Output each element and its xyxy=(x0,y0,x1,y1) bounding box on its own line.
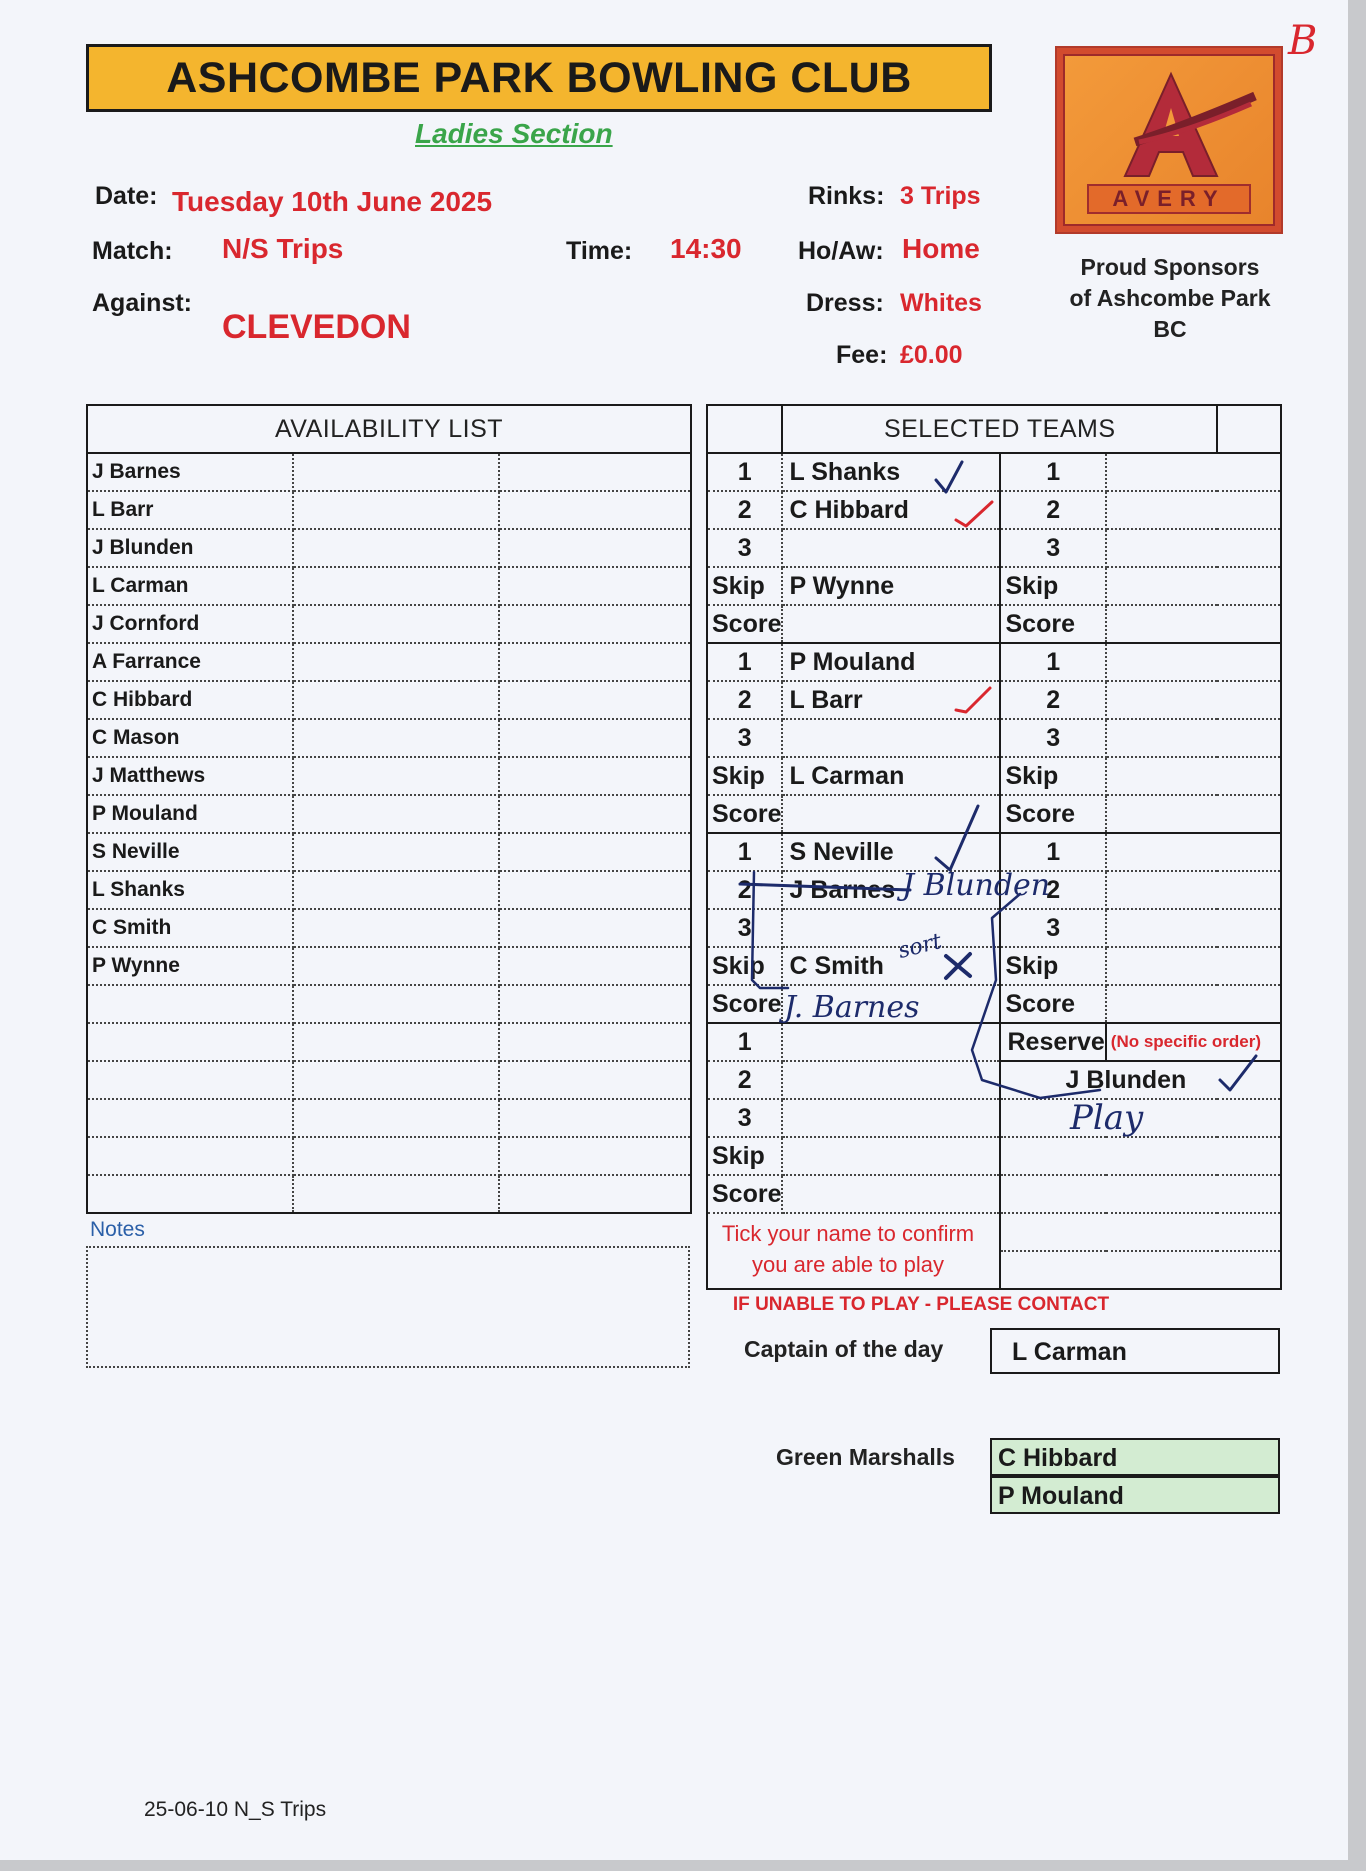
team-player-name: L Carman xyxy=(782,757,1000,795)
availability-cell xyxy=(293,719,499,757)
fee-value: £0.00 xyxy=(900,341,963,369)
team-position-label: 1 xyxy=(707,833,782,871)
team-position-label: Score xyxy=(707,795,782,833)
availability-row xyxy=(87,567,691,605)
hoaw-value: Home xyxy=(902,233,980,264)
opponent-position-label: 3 xyxy=(1000,529,1105,567)
green-marshall-2: P Mouland xyxy=(990,1476,1280,1514)
handwriting-blunden: J Blunden xyxy=(902,868,1051,903)
team-position-label: Skip xyxy=(707,567,782,605)
sponsor-logo-text: AVERY xyxy=(1087,184,1251,214)
availability-cell xyxy=(499,1061,691,1099)
tick-barr xyxy=(956,688,990,712)
availability-row xyxy=(87,947,691,985)
opponent-position-label: 2 xyxy=(1000,871,1105,909)
availability-cell xyxy=(499,985,691,1023)
availability-name: J Matthews xyxy=(87,757,293,795)
availability-title: AVAILABILITY LIST xyxy=(87,405,691,453)
tick-message-line-2: you are able to play xyxy=(751,1252,945,1277)
availability-cell xyxy=(293,643,499,681)
availability-cell xyxy=(499,1137,691,1175)
team-position-label: Score xyxy=(707,605,782,643)
availability-cell xyxy=(293,909,499,947)
opponent-position-label: 3 xyxy=(1000,909,1105,947)
team-player-name: L Barr xyxy=(782,681,1000,719)
availability-name xyxy=(87,1061,293,1099)
team-player-name xyxy=(782,1175,1000,1213)
team-position-label: 1 xyxy=(707,453,782,491)
availability-cell xyxy=(293,1175,499,1213)
opponent-position-label: 1 xyxy=(1000,453,1105,491)
availability-cell xyxy=(499,719,691,757)
availability-name: C Smith xyxy=(87,909,293,947)
availability-cell xyxy=(293,795,499,833)
availability-cell xyxy=(499,909,691,947)
reserve-label: Reserve xyxy=(1000,1023,1105,1061)
team-position-label: Skip xyxy=(707,947,782,985)
green-marshall-1: C Hibbard xyxy=(990,1438,1280,1476)
opponent-position-label: 3 xyxy=(1000,719,1105,757)
reserve-order-note: (No specific order) xyxy=(1106,1023,1281,1061)
availability-cell xyxy=(293,681,499,719)
captain-value: L Carman xyxy=(990,1328,1280,1374)
handwriting-sort: sort xyxy=(895,929,945,964)
availability-name: C Hibbard xyxy=(87,681,293,719)
availability-row xyxy=(87,529,691,567)
tick-neville xyxy=(936,806,978,870)
availability-row xyxy=(87,491,691,529)
team-position-label: Skip xyxy=(707,1137,782,1175)
availability-cell xyxy=(293,1023,499,1061)
sponsor-line-3: BC xyxy=(1153,316,1187,342)
availability-cell xyxy=(499,491,691,529)
team-position-label: 2 xyxy=(707,681,782,719)
availability-name xyxy=(87,1137,293,1175)
availability-name: L Barr xyxy=(87,491,293,529)
availability-row xyxy=(87,1137,691,1175)
team-position-label: 1 xyxy=(707,1023,782,1061)
strike-barnes xyxy=(740,884,910,890)
availability-row xyxy=(87,605,691,643)
availability-name: J Barnes xyxy=(87,453,293,491)
availability-cell xyxy=(499,1023,691,1061)
opponent-position-label: 2 xyxy=(1000,491,1105,529)
file-reference: 25-06-10 N_S Trips xyxy=(144,1798,327,1821)
sponsor-logo-field xyxy=(1063,54,1275,226)
availability-rows xyxy=(87,453,691,1213)
opponent-position-label: Score xyxy=(1000,795,1105,833)
availability-cell xyxy=(293,947,499,985)
tick-blunden xyxy=(1220,1056,1256,1090)
availability-cell xyxy=(499,1175,691,1213)
availability-cell xyxy=(293,567,499,605)
sponsor-caption xyxy=(1045,252,1295,345)
availability-cell xyxy=(293,985,499,1023)
dress-value: Whites xyxy=(900,289,982,317)
team-player-name: C Smith xyxy=(782,947,1000,985)
green-marshalls-label: Green Marshalls xyxy=(776,1444,955,1470)
team-position-label: 3 xyxy=(707,719,782,757)
availability-name xyxy=(87,985,293,1023)
rinks-value: 3 Trips xyxy=(900,182,981,210)
against-label: Against: xyxy=(92,289,192,317)
team-player-name: S Neville xyxy=(782,833,1000,871)
team-position-label: 2 xyxy=(707,491,782,529)
dress-label: Dress: xyxy=(806,289,884,317)
notes-label: Notes xyxy=(90,1218,145,1241)
availability-cell xyxy=(499,529,691,567)
opponent-position-label: Score xyxy=(1000,605,1105,643)
availability-cell xyxy=(293,491,499,529)
sponsor-logo xyxy=(1055,46,1283,234)
availability-cell xyxy=(293,1099,499,1137)
availability-cell xyxy=(499,567,691,605)
team-position-label: 3 xyxy=(707,1099,782,1137)
availability-name xyxy=(87,1099,293,1137)
tick-hibbard xyxy=(956,502,992,526)
teams-title: SELECTED TEAMS xyxy=(782,405,1217,453)
availability-row xyxy=(87,757,691,795)
notes-box xyxy=(86,1246,690,1368)
availability-cell xyxy=(293,1137,499,1175)
availability-cell xyxy=(499,681,691,719)
availability-cell xyxy=(499,947,691,985)
availability-name: J Cornford xyxy=(87,605,293,643)
availability-row xyxy=(87,909,691,947)
reserve-name: J Blunden xyxy=(1000,1061,1281,1099)
against-value: CLEVEDON xyxy=(222,308,411,346)
availability-cell xyxy=(499,605,691,643)
unable-to-play-notice: IF UNABLE TO PLAY - PLEASE CONTACT xyxy=(732,1294,1110,1315)
availability-cell xyxy=(293,605,499,643)
corner-mark: B xyxy=(1288,18,1318,64)
availability-row xyxy=(87,985,691,1023)
availability-name: P Wynne xyxy=(87,947,293,985)
team-position-label: 2 xyxy=(707,871,782,909)
availability-name: C Mason xyxy=(87,719,293,757)
time-value: 14:30 xyxy=(670,233,742,264)
availability-cell xyxy=(293,757,499,795)
time-label: Time: xyxy=(566,237,633,265)
availability-cell xyxy=(499,453,691,491)
availability-cell xyxy=(293,1061,499,1099)
date-label: Date: xyxy=(95,182,158,210)
match-value: N/S Trips xyxy=(222,233,344,264)
team-position-label: Score xyxy=(707,985,782,1023)
availability-table xyxy=(86,404,692,1214)
reserve-name xyxy=(1000,1251,1281,1289)
sponsor-line-1: Proud Sponsors xyxy=(1080,254,1260,280)
captain-label: Captain of the day xyxy=(744,1336,944,1362)
fee-label: Fee: xyxy=(836,341,888,369)
availability-cell xyxy=(293,871,499,909)
availability-cell xyxy=(499,643,691,681)
team-position-label: Skip xyxy=(707,757,782,795)
team-position-label: 3 xyxy=(707,529,782,567)
handwriting-play: Play xyxy=(1070,1098,1144,1138)
availability-cell xyxy=(499,1099,691,1137)
team-row xyxy=(707,1175,1281,1213)
arrow-blunden xyxy=(972,894,1100,1098)
hoaw-label: Ho/Aw: xyxy=(798,237,884,265)
availability-row xyxy=(87,833,691,871)
team-position-label: 2 xyxy=(707,1061,782,1099)
date-value: Tuesday 10th June 2025 xyxy=(172,186,493,217)
reserve-name xyxy=(1000,1213,1281,1251)
availability-cell xyxy=(499,871,691,909)
opponent-position-label: 1 xyxy=(1000,643,1105,681)
availability-row xyxy=(87,1175,691,1213)
availability-row xyxy=(87,719,691,757)
availability-row xyxy=(87,643,691,681)
club-title: ASHCOMBE PARK BOWLING CLUB xyxy=(86,44,992,112)
team-player-name: L Shanks xyxy=(782,453,1000,491)
tick-shanks xyxy=(936,462,962,492)
availability-cell xyxy=(293,453,499,491)
availability-name: P Mouland xyxy=(87,795,293,833)
availability-cell xyxy=(499,833,691,871)
opponent-position-label: Skip xyxy=(1000,947,1105,985)
availability-name: J Blunden xyxy=(87,529,293,567)
team-player-name: J Barnes xyxy=(782,871,1000,909)
availability-row xyxy=(87,1061,691,1099)
availability-name xyxy=(87,1023,293,1061)
availability-row xyxy=(87,1099,691,1137)
availability-row xyxy=(87,871,691,909)
tick-message xyxy=(706,1218,990,1280)
availability-cell xyxy=(293,529,499,567)
availability-name: A Farrance xyxy=(87,643,293,681)
team-position-label: 3 xyxy=(707,909,782,947)
team-player-name: C Hibbard xyxy=(782,491,1000,529)
match-label: Match: xyxy=(92,237,173,265)
team-player-name: P Mouland xyxy=(782,643,1000,681)
availability-name xyxy=(87,1175,293,1213)
availability-name: L Shanks xyxy=(87,871,293,909)
opponent-position-label: Skip xyxy=(1000,757,1105,795)
team-player-name: P Wynne xyxy=(782,567,1000,605)
handwritten-marks xyxy=(700,440,1300,1160)
team-position-label: Score xyxy=(707,1175,782,1213)
arrow-barnes xyxy=(752,872,788,988)
opponent-position-label: 2 xyxy=(1000,681,1105,719)
opponent-position-label: Score xyxy=(1000,985,1105,1023)
team-position-label: 1 xyxy=(707,643,782,681)
section-subtitle: Ladies Section xyxy=(415,118,613,149)
availability-row xyxy=(87,795,691,833)
opponent-position-label: 1 xyxy=(1000,833,1105,871)
handwriting-barnes: J. Barnes xyxy=(784,990,920,1025)
availability-cell xyxy=(499,795,691,833)
cross-smith xyxy=(946,954,970,978)
tick-message-line-1: Tick your name to confirm xyxy=(721,1221,975,1246)
availability-row xyxy=(87,681,691,719)
reserve-name xyxy=(1000,1175,1281,1213)
availability-row xyxy=(87,453,691,491)
rinks-label: Rinks: xyxy=(808,182,885,210)
sponsor-line-2: of Ashcombe Park xyxy=(1069,285,1271,311)
availability-cell xyxy=(293,833,499,871)
availability-name: S Neville xyxy=(87,833,293,871)
availability-row xyxy=(87,1023,691,1061)
availability-name: L Carman xyxy=(87,567,293,605)
opponent-position-label: Skip xyxy=(1000,567,1105,605)
availability-cell xyxy=(499,757,691,795)
